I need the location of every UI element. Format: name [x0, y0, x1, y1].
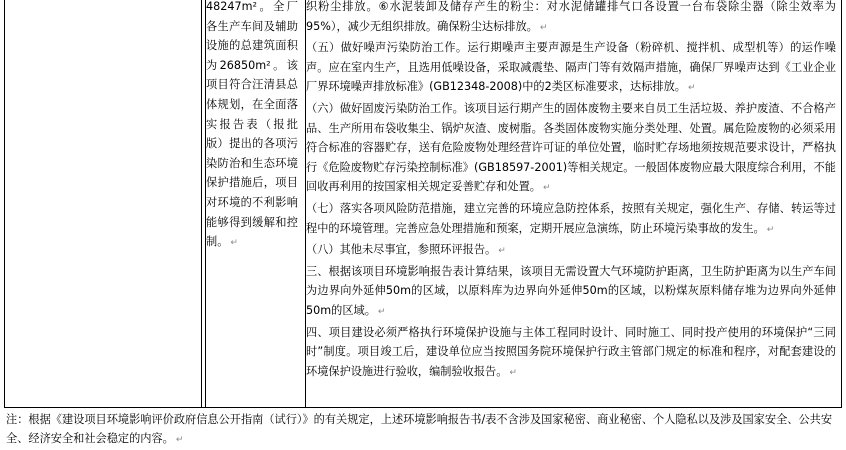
paragraph-mark: ↵ — [175, 435, 184, 445]
approval-opinions-cell — [306, 0, 836, 383]
opinion-paragraph: （六）做好固废污染防治工作。该项目运行期产生的固体废物主要来自员工生活垃圾、养护废渣、不合格产品、生产所用布袋收集尘、锅炉灰渣、废树脂。各类固体废物实施分类处理、处置。属危险废物的必须采用符合标准的容器贮存，送有危险废物处理经营许可证的单位处置，临时贮存场地须按规范要求设计，严格执行《危险废物贮存污染控制标准》(GB18597-2001)等相关规定。一般固体废物应最大限度综合利用，不能回收再利用的按国家相关规定妥善贮存和处置。 ↵ — [306, 101, 836, 194]
paragraph-mark: ↵ — [542, 183, 551, 194]
opinion-paragraph: 四、项目建设必须严格执行环境保护设施与主体工程同时设计、同时施工、同时投产使用的环境保护“三同时”制度。项目竣工后，建设单位应当按照国务院环境保护行政主管部门规定的标准和程序，对配套建设的环境保护设施进行验收，编制验收报告。 ↵ — [306, 325, 836, 378]
project-summary-cell — [206, 0, 298, 254]
paragraph-mark: ↵ — [230, 238, 238, 249]
paragraph-mark: ↵ — [766, 224, 775, 235]
paragraph-mark: ↵ — [377, 306, 386, 317]
footnote — [6, 410, 842, 450]
opinion-paragraph: 织粉尘排放。⑥水泥装卸及储存产生的粉尘：对水泥储罐排气口各设置一台布袋除尘器（除尘效率为95%），减少无组织排放。确保粉尘达标排放。 ↵ — [306, 0, 836, 33]
paragraph-mark: ↵ — [509, 367, 517, 378]
footnote-text: 注：根据《建设项目环境影响评价政府信息公开指南（试行）》的有关规定，上述环境影响报告书/表不含涉及国家秘密、商业秘密、个人隐私以及涉及国家安全、公共安全、经济安全和社会稳定的内容。 — [6, 413, 833, 445]
opinion-paragraph: 三、根据该项目环境影响报告表计算结果，该项目无需设置大气环境防护距离，卫生防护距离为以生产车间为边界向外延伸50m的区域，以原料库为边界向外延伸50m的区域，以粉煤灰原料储存堆为边界向外延伸50m的区域。 ↵ — [306, 264, 836, 317]
project-summary-text: 48247m²。全厂各生产车间及辅助设施的总建筑面积为26850m²。该项目符合汪清县总体规划，在全面落实报告表（报批版）提出的各项污染防治和生态环境保护措施后，项目对环境的不利影响能够得到缓解和控制。 — [206, 0, 298, 249]
opinion-paragraph: （七）落实各项风险防范措施，建立完善的环境应急防控体系，按照有关规定，强化生产、存储、转运等过程中的环境管理。完善应急处理措施和预案，定期开展应急演练，防止环境污染事故的发生。 ↵ — [306, 201, 836, 235]
opinion-paragraph: （五）做好噪声污染防治工作。运行期噪声主要声源是生产设备（粉碎机、搅拌机、成型机等）的运作噪声。应在室内生产，且选用低噪设备，采取减震垫、隔声门等有效隔声措施，确保厂界噪声达到《工业企业厂界环境噪声排放标准》(GB12348-2008)中的2类区标准要求，达标排放。 ↵ — [306, 41, 836, 94]
paragraph-mark: ↵ — [687, 83, 696, 94]
paragraph-mark: ↵ — [539, 22, 548, 33]
paragraph-mark: ↵ — [498, 246, 506, 257]
opinion-paragraph: （八）其他未尽事宜，参照环评报告。 ↵ — [306, 243, 506, 257]
table-column-1 — [4, 0, 202, 407]
